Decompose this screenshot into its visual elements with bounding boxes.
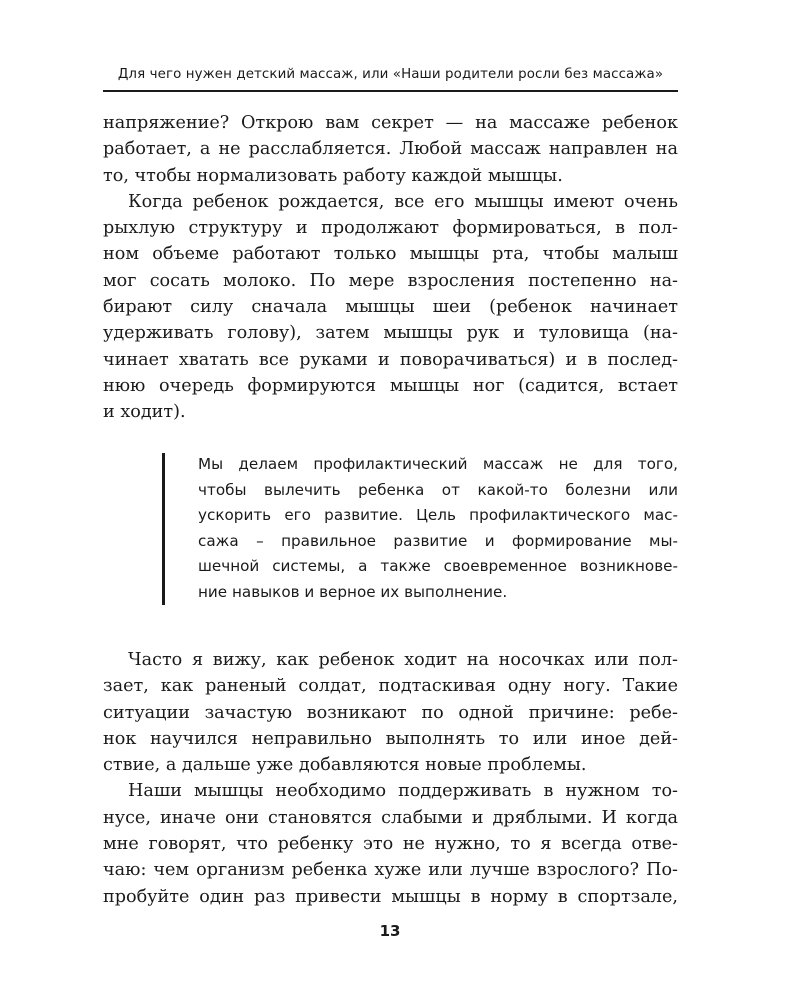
text-line: нюю очередь формируются мышцы ног (садится, встает <box>103 375 678 396</box>
text-line: Наши мышцы необходимо поддерживать в нужном то- <box>128 781 678 802</box>
text-line: рыхлую структуру и продолжают формироваться, в пол- <box>103 218 678 239</box>
text-line: зает, как раненый солдат, подтаскивая одну ногу. Такие <box>103 676 678 697</box>
quote-line: ускорить его развитие. Цель профилактического мас- <box>198 506 678 525</box>
pull-quote-bar <box>162 453 165 605</box>
text-line: нусе, иначе они становятся слабыми и дряблыми. И когда <box>103 807 678 828</box>
pull-quote <box>198 452 678 606</box>
quote-line: Мы делаем профилактический массаж не для того, <box>198 455 678 473</box>
text-line: ситуации зачастую возникают по одной причине: ребе- <box>103 702 678 723</box>
text-line: то, чтобы нормализовать работу каждой мышцы. <box>103 165 563 186</box>
text-line: Часто я вижу, как ребенок ходит на носочках или пол- <box>128 650 678 670</box>
header-rule <box>103 90 678 92</box>
text-line: бирают силу сначала мышцы шеи (ребенок начинает <box>103 297 678 318</box>
running-header: Для чего нужен детский массаж, или «Наши родители росли без массажа» <box>117 67 664 82</box>
text-line: пробуйте один раз привести мышцы в норму в спортзале, <box>103 886 678 907</box>
text-line: нок научился неправильно выполнять то или иное дей- <box>103 728 678 749</box>
page-number: 13 <box>379 922 401 940</box>
quote-line: ние навыков и верное их выполнение. <box>198 582 508 601</box>
text-line: мне говорят, что ребенку это не нужно, то я всегда отве- <box>103 834 678 855</box>
text-line: ствие, а дальше уже добавляются новые проблемы. <box>103 755 587 776</box>
body-text-bottom <box>103 647 678 910</box>
text-line: напряжение? Открою вам секрет — на массаже ребенок <box>103 113 678 133</box>
text-line: и ходит). <box>103 402 186 423</box>
text-line: чаю: чем организм ребенка хуже или лучше взрослого? По- <box>103 860 678 881</box>
text-line: удерживать голову), затем мышцы рук и туловища (на- <box>103 323 678 344</box>
text-line: Когда ребенок рождается, все его мышцы имеют очень <box>128 191 678 212</box>
text-line: чинает хватать все руками и поворачиваться) и в послед- <box>103 349 678 370</box>
quote-line: чтобы вылечить ребенка от какой-то болезни или <box>198 480 678 499</box>
text-line: работает, а не расслабляется. Любой массаж направлен на <box>103 139 678 160</box>
text-line: мог сосать молоко. По мере взросления постепенно на- <box>103 270 678 291</box>
quote-line: сажа – правильное развитие и формирование мы- <box>198 531 678 550</box>
text-line: ном объеме работают только мышцы рта, чтобы малыш <box>103 244 678 265</box>
body-text-top <box>103 110 678 426</box>
quote-line: шечной системы, а также своевременное возникнове- <box>198 557 678 576</box>
